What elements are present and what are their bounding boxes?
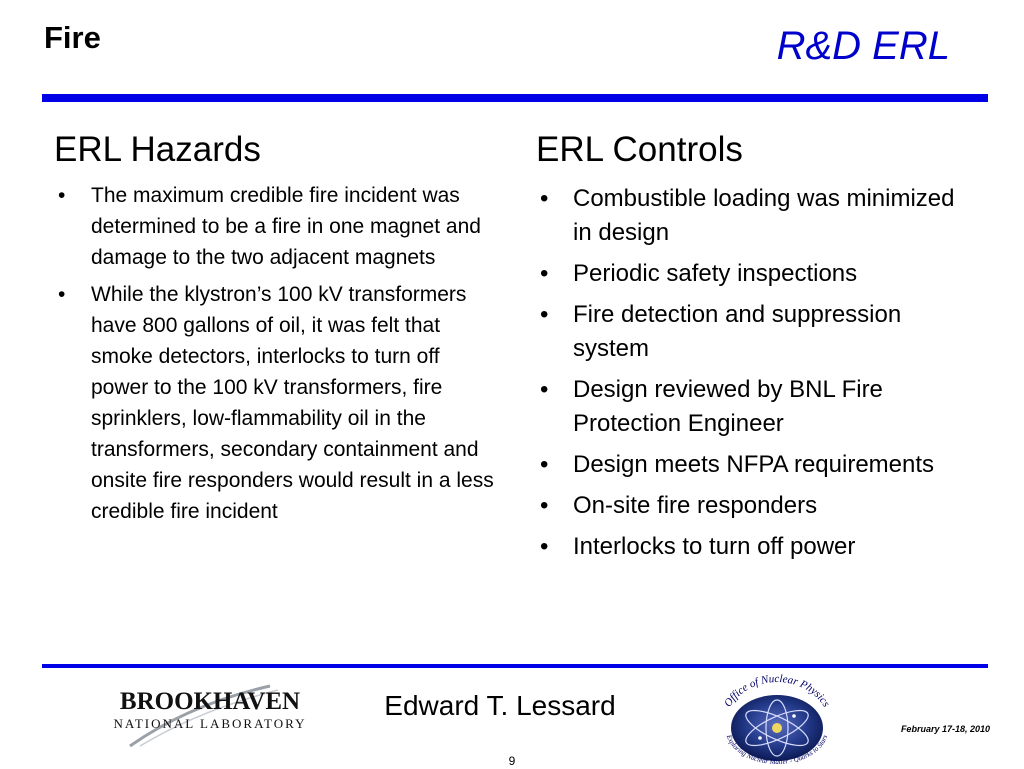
- atom-seal-icon: [712, 672, 842, 764]
- page-number: 9: [508, 754, 516, 768]
- hazards-heading: ERL Hazards: [54, 130, 261, 169]
- control-item: • Combustible loading was minimized in design: [536, 182, 976, 250]
- control-item: • Interlocks to turn off power: [536, 530, 976, 564]
- hazard-item: • The maximum credible fire incident was determined to be a fire in one magnet and damage to the two adjacent magnets: [54, 180, 499, 273]
- nuclear-physics-seal: [712, 672, 842, 764]
- control-item: • Periodic safety inspections: [536, 257, 976, 291]
- slide-title: Fire: [44, 20, 101, 55]
- logo-sub-text: NATIONAL LABORATORY: [113, 716, 307, 731]
- control-item: • Fire detection and suppression system: [536, 298, 976, 366]
- controls-column: [536, 130, 976, 571]
- control-item: • On-site fire responders: [536, 489, 976, 523]
- header-divider: [42, 94, 988, 102]
- control-item: • Design reviewed by BNL Fire Protection Engineer: [536, 373, 976, 441]
- hazards-list: [54, 180, 499, 527]
- author-name: Edward T. Lessard: [384, 690, 616, 721]
- footer-divider: [42, 664, 988, 668]
- hazards-column: [54, 130, 499, 533]
- seal-top-text: Office of Nuclear Physics: [721, 672, 833, 710]
- date-text: February 17-18, 2010: [900, 724, 990, 734]
- hazard-item: • While the klystron’s 100 kV transformers have 800 gallons of oil, it was felt that smoke detectors, interlocks to turn off power to the 100 kV transformers, fire sprinklers, low-flammability oil in the transformers, secondary containment and onsite fire responders would result in a less credible fire incident: [54, 279, 499, 527]
- seal-bottom-text: Exploring Nuclear Matter - Quarks to Stars: [724, 733, 830, 764]
- logo-main-text: BROOKHAVEN: [119, 688, 301, 715]
- controls-heading: ERL Controls: [536, 130, 743, 169]
- brand-title: R&D ERL: [776, 24, 950, 68]
- control-item: • Design meets NFPA requirements: [536, 448, 976, 482]
- controls-list: [536, 182, 976, 564]
- brookhaven-logo: [110, 684, 310, 748]
